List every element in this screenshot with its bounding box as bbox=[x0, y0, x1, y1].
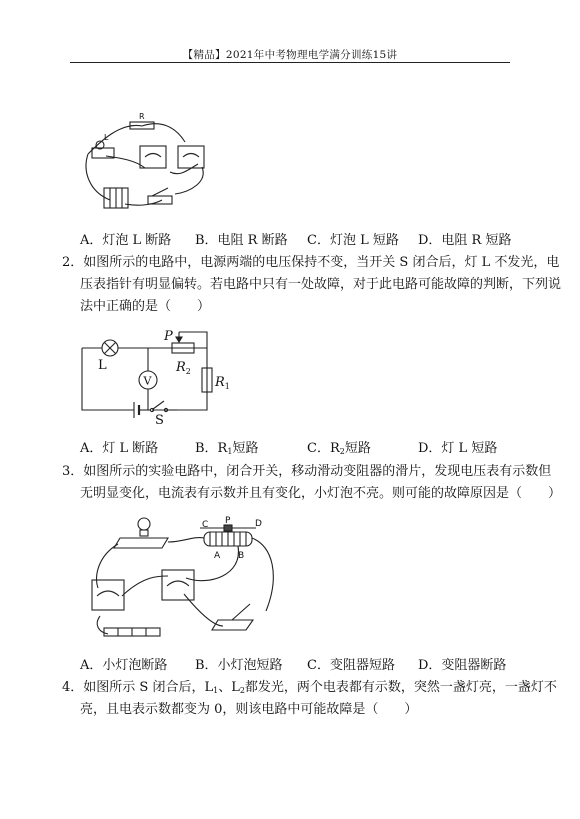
q2-label-r2: $R_2$ bbox=[176, 360, 191, 376]
voltmeter bbox=[162, 570, 194, 600]
header-divider bbox=[70, 62, 510, 63]
q1-option-d[interactable]: D．电阻 R 短路 bbox=[418, 233, 512, 248]
q3-label-p: P bbox=[225, 516, 231, 526]
page-header: 【精品】2021年中考物理电学满分训练15讲 bbox=[182, 49, 398, 61]
lamp-board bbox=[114, 538, 168, 548]
q2-option-d[interactable]: D．灯 L 短路 bbox=[418, 441, 498, 456]
q3-label-b: B bbox=[238, 551, 245, 561]
q3-option-c[interactable]: C．变阻器短路 bbox=[307, 658, 395, 673]
q3-label-c: C bbox=[202, 520, 209, 530]
switch-s-symbol bbox=[153, 401, 164, 409]
q4-number: 4． bbox=[62, 680, 84, 695]
q4-line-1: 4．如图所示 S 闭合后，$L_1$、$L_2$都发光，两个电表都有示数，突然一盏灯亮，一盏灯不 bbox=[62, 680, 557, 695]
q3-label-a: A bbox=[214, 551, 221, 561]
switch-base bbox=[148, 196, 172, 204]
q2-number: 2． bbox=[62, 255, 84, 270]
q4-line-2: 亮，且电表示数都变为 0，则该电路中可能故障是（ ） bbox=[80, 702, 418, 717]
q1-label-l: L bbox=[104, 133, 109, 142]
q3-line-1: 3．如图所示的实验电路中，闭合开关，移动滑动变阻器的滑片，发现电压表有示数但 bbox=[62, 464, 552, 479]
meter-1 bbox=[140, 146, 166, 168]
q2-line-1: 2．如图所示的电路中，电源两端的电压保持不变，当开关 S 闭合后，灯 L 不发光，电 bbox=[62, 255, 560, 270]
q3-number: 3． bbox=[62, 464, 84, 479]
q3-option-a[interactable]: A．小灯泡断路 bbox=[80, 658, 168, 673]
q2-option-b[interactable]: B．$R_1$短路 bbox=[195, 441, 259, 456]
q3-option-b[interactable]: B．小灯泡短路 bbox=[195, 658, 283, 673]
q2-circuit-diagram bbox=[82, 328, 230, 428]
q2-label-s: S bbox=[155, 413, 164, 428]
q2-label-p: P bbox=[164, 329, 173, 344]
q2-line-2: 压表指针有明显偏转。若电路中只有一处故障，对于此电路可能故障的判断，下列说 bbox=[80, 277, 562, 292]
q2-option-a[interactable]: A．灯 L 断路 bbox=[80, 441, 159, 456]
q2-option-c[interactable]: C．$R_2$短路 bbox=[307, 441, 371, 456]
q3-line-2: 无明显变化，电流表有示数并且有变化，小灯泡不亮。则可能的故障原因是（ ） bbox=[80, 486, 562, 501]
small-bulb bbox=[138, 518, 150, 530]
q2-label-v: V bbox=[143, 374, 152, 388]
lamp-l-symbol bbox=[102, 340, 118, 356]
q2-line-3: 法中正确的是（ ） bbox=[80, 299, 211, 314]
q3-circuit-figure bbox=[88, 516, 288, 640]
q2-label-r1: $R_1$ bbox=[215, 375, 230, 391]
meter-2 bbox=[178, 146, 204, 168]
q1-option-b[interactable]: B．电阻 R 断路 bbox=[195, 233, 288, 248]
q1-label-r: R bbox=[139, 112, 145, 121]
q1-circuit-figure bbox=[80, 112, 220, 212]
q3-label-d: D bbox=[255, 519, 262, 529]
q1-option-c[interactable]: C．灯泡 L 短路 bbox=[307, 233, 399, 248]
q1-option-a[interactable]: A．灯泡 L 断路 bbox=[80, 233, 172, 248]
q3-option-d[interactable]: D．变阻器断路 bbox=[418, 658, 507, 673]
q2-label-l: L bbox=[98, 358, 107, 373]
